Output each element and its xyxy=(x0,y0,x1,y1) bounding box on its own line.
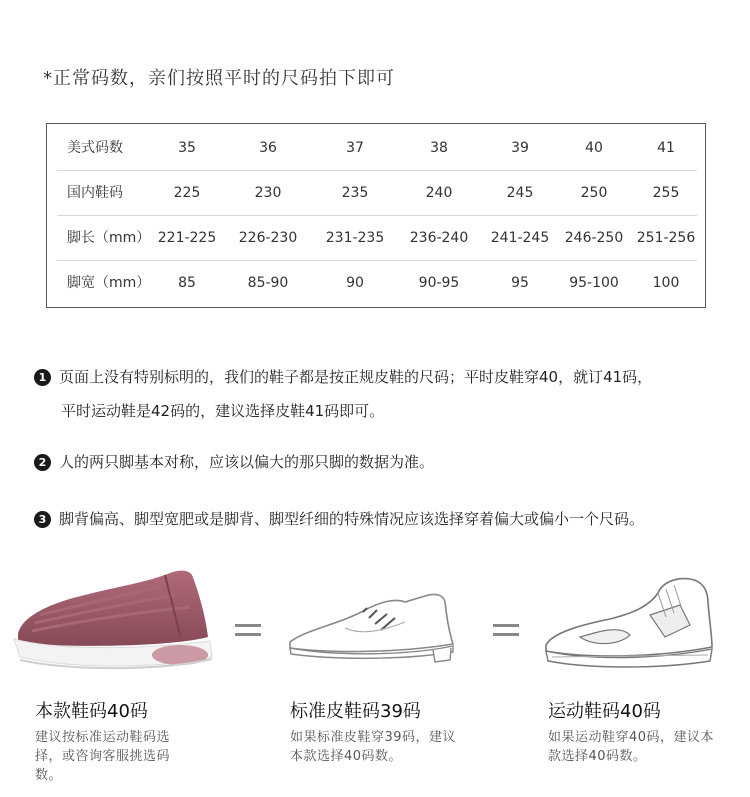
table-cell: 38 xyxy=(430,140,448,156)
row-label: 脚长（mm） xyxy=(67,230,151,246)
caption-title: 标准皮鞋码39码 xyxy=(290,701,421,722)
table-cell: 95 xyxy=(511,275,529,291)
row-label: 美式码数 xyxy=(67,140,123,156)
table-cell: 39 xyxy=(511,140,529,156)
table-cell: 85-90 xyxy=(247,275,289,291)
note-text: 页面上没有特别标明的，我们的鞋子都是按正规皮鞋的尺码；平时皮鞋穿40，就订41码， xyxy=(59,368,653,386)
table-cell: 231-235 xyxy=(325,230,385,246)
size-table xyxy=(46,123,706,308)
equals-icon xyxy=(493,622,519,638)
table-cell: 241-245 xyxy=(490,230,550,246)
note-1 xyxy=(34,366,652,421)
table-cell: 35 xyxy=(178,140,196,156)
caption-description: 如果标准皮鞋穿39码，建议本款选择40码数。 xyxy=(290,730,457,764)
table-row xyxy=(57,216,697,261)
note-2 xyxy=(34,451,434,472)
table-cell: 40 xyxy=(585,140,603,156)
number-circle-icon: 2 xyxy=(34,454,51,471)
table-cell: 236-240 xyxy=(409,230,469,246)
table-cell: 90-95 xyxy=(418,275,460,291)
row-label: 脚宽（mm） xyxy=(67,275,151,291)
table-cell: 246-250 xyxy=(564,230,624,246)
table-cell: 37 xyxy=(346,140,364,156)
table-row xyxy=(57,126,697,171)
table-row xyxy=(57,171,697,216)
table-cell: 235 xyxy=(341,185,369,201)
table-cell: 230 xyxy=(254,185,282,201)
table-cell: 250 xyxy=(580,185,608,201)
table-cell: 225 xyxy=(173,185,201,201)
table-cell: 226-230 xyxy=(238,230,298,246)
table-row xyxy=(57,261,697,306)
caption-title: 运动鞋码40码 xyxy=(548,701,661,722)
table-cell: 36 xyxy=(259,140,277,156)
equals-icon xyxy=(235,622,261,638)
size-note-heading: *正常码数，亲们按照平时的尺码拍下即可 xyxy=(43,68,395,89)
table-cell: 251-256 xyxy=(636,230,696,246)
row-label: 国内鞋码 xyxy=(67,185,123,201)
caption-description: 如果运动鞋穿40码，建议本款选择40码数。 xyxy=(548,730,715,764)
table-cell: 100 xyxy=(652,275,680,291)
table-cell: 90 xyxy=(346,275,364,291)
note-text: 人的两只脚基本对称，应该以偏大的那只脚的数据为准。 xyxy=(59,453,435,471)
note-text: 脚背偏高、脚型宽肥或是脚背、脚型纤细的特殊情况应该选择穿着偏大或偏小一个尺码。 xyxy=(59,510,645,528)
sneaker-sketch xyxy=(540,575,718,670)
leather-shoe-sketch xyxy=(285,590,460,665)
table-cell: 245 xyxy=(506,185,534,201)
table-cell: 85 xyxy=(178,275,196,291)
knit-sneaker-image xyxy=(10,565,215,675)
number-circle-icon: 1 xyxy=(34,369,51,386)
note-3 xyxy=(34,508,644,529)
note-text-continued: 平时运动鞋是42码的，建议选择皮鞋41码即可。 xyxy=(61,402,385,420)
caption-description: 建议按标准运动鞋码选择，或咨询客服挑选码数。 xyxy=(35,730,171,783)
number-circle-icon: 3 xyxy=(34,511,51,528)
table-cell: 255 xyxy=(652,185,680,201)
table-cell: 41 xyxy=(657,140,675,156)
table-cell: 221-225 xyxy=(157,230,217,246)
caption-title: 本款鞋码40码 xyxy=(35,701,148,722)
table-cell: 95-100 xyxy=(569,275,619,291)
table-cell: 240 xyxy=(425,185,453,201)
